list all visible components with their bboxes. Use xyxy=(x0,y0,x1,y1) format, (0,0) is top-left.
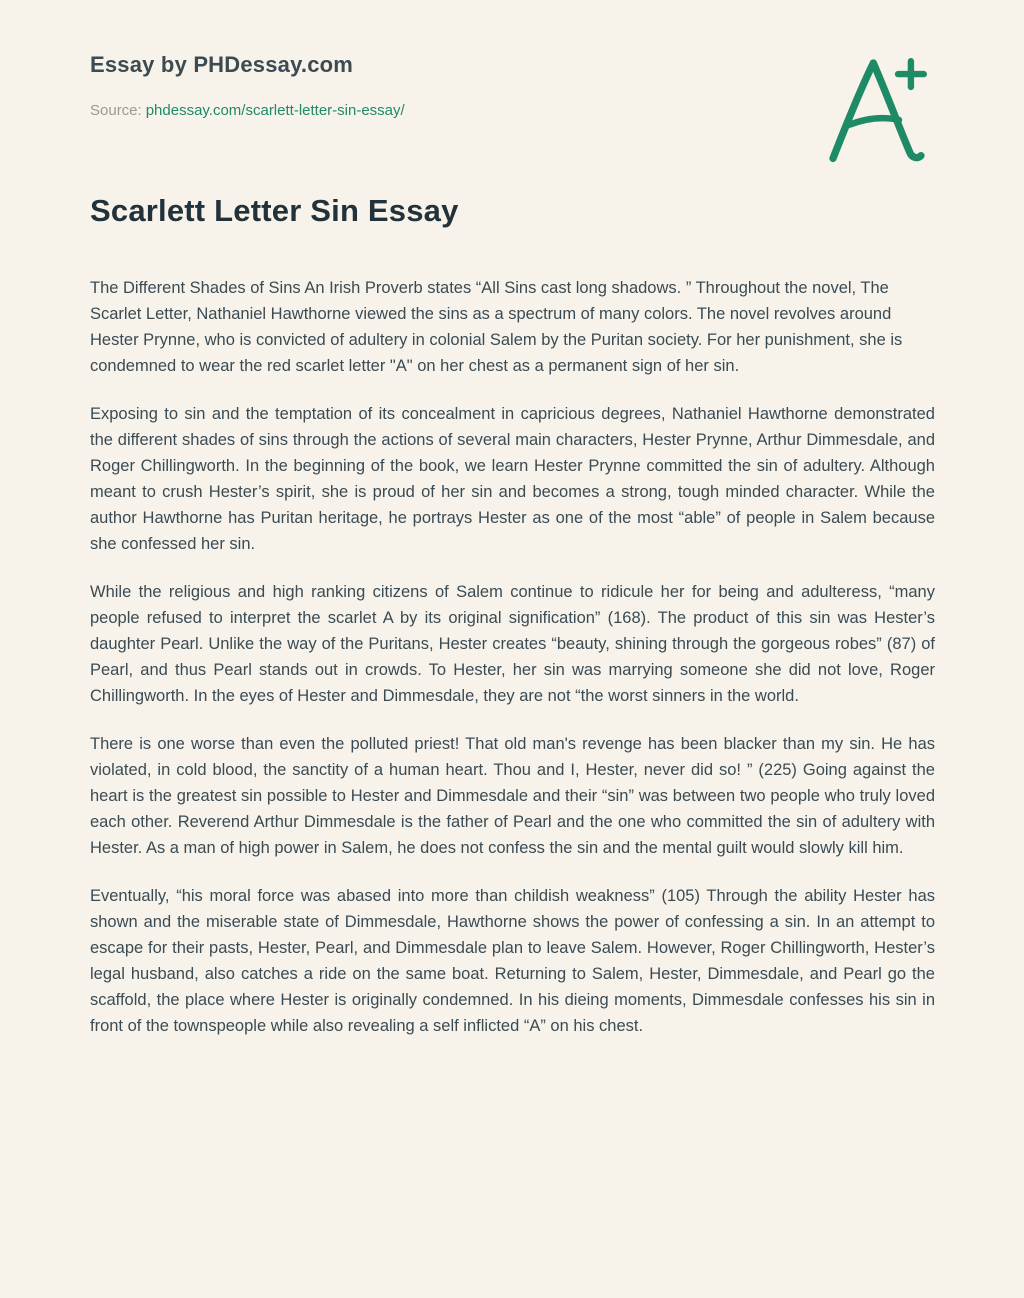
phdessay-a-plus-logo-icon xyxy=(822,52,932,164)
byline: Essay by PHDessay.com xyxy=(90,52,354,77)
essay-title: Scarlett Letter Sin Essay xyxy=(90,193,459,228)
essay-paragraph: There is one worse than even the polluted priest! That old man's revenge has been blacker than my sin. He has violated, in cold blood, the sanctity of a human heart. Thou and I, Hester, never did so! ” (225) Going against the heart is the greatest sin possible to Hester and Dimmesdale and their “sin” was between two people who truly loved each other. Reverend Arthur Dimmesdale is the father of Pearl and the one who committed the sin of adultery with Hester. As a man of high power in Salem, he does not confess the sin and the mental guilt would slowly kill him. xyxy=(90,735,935,857)
source-line xyxy=(90,102,935,119)
essay-paragraph: Exposing to sin and the temptation of its concealment in capricious degrees, Nathaniel Hawthorne demonstrated the different shades of sins through the actions of several main characters, Hester Prynne, Arthur Dimmesdale, and Roger Chillingworth. In the beginning of the book, we learn Hester Prynne committed the sin of adultery. Although meant to crush Hester’s spirit, she is proud of her sin and becomes a strong, tough minded character. While the author Hawthorne has Puritan heritage, he portrays Hester as one of the most “able” of people in Salem because she confessed her sin. xyxy=(90,405,935,553)
source-link[interactable]: phdessay.com/scarlett-letter-sin-essay/ xyxy=(145,102,405,119)
essay-paragraph: The Different Shades of Sins An Irish Proverb states “All Sins cast long shadows. ” Throughout the novel, The Scarlet Letter, Nathaniel Hawthorne viewed the sins as a spectrum of many colors. The novel revolves around Hester Prynne, who is convicted of adultery in colonial Salem by the Puritan society. For her punishment, she is condemned to wear the red scarlet letter "A" on her chest as a permanent sign of her sin. xyxy=(90,279,903,375)
source-label: Source: xyxy=(90,102,142,119)
essay-paragraph: Eventually, “his moral force was abased into more than childish weakness” (105) Through the ability Hester has shown and the miserable state of Dimmesdale, Hawthorne shows the power of confessing a sin. In an attempt to escape for their pasts, Hester, Pearl, and Dimmesdale plan to leave Salem. However, Roger Chillingworth, Hester’s legal husband, also catches a ride on the same boat. Returning to Salem, Hester, Dimmesdale, and Pearl go the scaffold, the place where Hester is originally condemned. In his dieing moments, Dimmesdale confesses his sin in front of the townspeople while also revealing a self inflicted “A” on his chest. xyxy=(90,887,935,1035)
essay-body xyxy=(90,275,935,1039)
essay-paragraph: While the religious and high ranking citizens of Salem continue to ridicule her for being and adulteress, “many people refused to interpret the scarlet A by its original signification” (168). The product of this sin was Hester’s daughter Pearl. Unlike the way of the Puritans, Hester creates “beauty, shining through the gorgeous robes” (87) of Pearl, and thus Pearl stands out in crowds. To Hester, her sin was marrying someone she did not love, Roger Chillingworth. In the eyes of Hester and Dimmesdale, they are not “the worst sinners in the world. xyxy=(90,583,935,705)
